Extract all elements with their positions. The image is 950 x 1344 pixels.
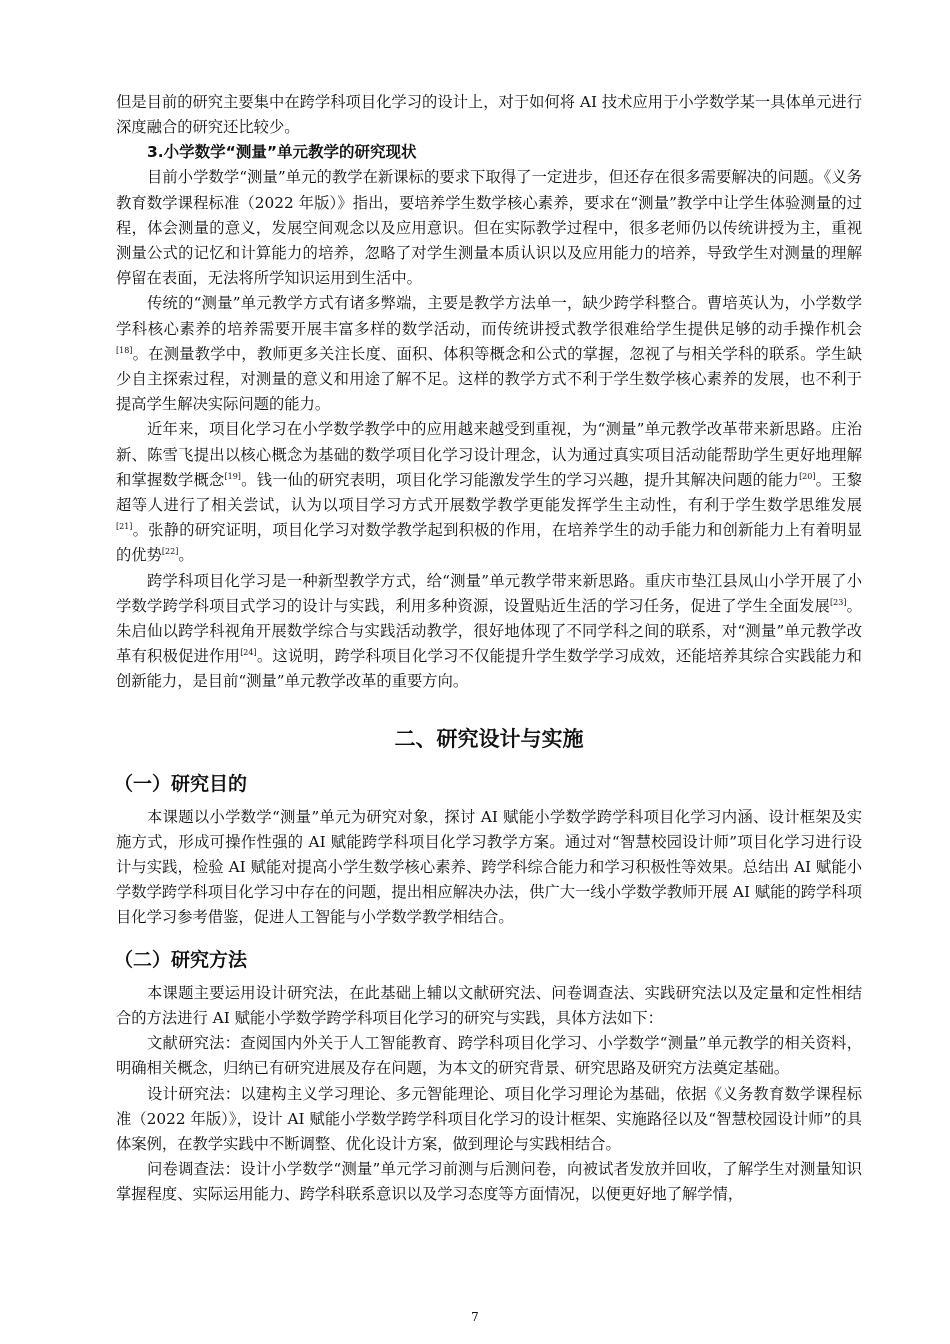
citation-marker: [20] — [799, 471, 816, 481]
paragraph-text: 近年来，项目化学习在小学数学教学中的应用越来越受到重视，为“测量”单元教学改革带来新思路。庄治新、陈雪飞提出以核心概念为基础的数学项目化学习设计理念，认为通过真实项目活动能帮助学生更好地理解和掌握数学概念 — [116, 420, 862, 489]
paragraph-text: 。张静的研究证明，项目化学习对数学教学起到积极的作用，在培养学生的动手能力和创新能力上有着明显的优势 — [116, 521, 862, 565]
paragraph-text: 。这说明，跨学科项目化学习不仅能提升学生数学学习成效，还能培养其综合实践能力和创新能力，是目前“测量”单元教学改革的重要方向。 — [116, 647, 862, 691]
paragraph-text: 。 — [178, 546, 194, 565]
body-paragraph — [116, 981, 862, 1031]
section-heading: （二）研究方法 — [114, 948, 248, 971]
paragraph-text: 目前小学数学“测量”单元的教学在新课标的要求下取得了一定进步，但还存在很多需要解决的问题。《义务教育数学课程标准（2022 年版）》指出，要培养学生数学核心素养，要求在“测量”教学中让学生体验测量的过程，体会测量的意义，发展空间观念以及应用意识。但在实际教学过程中，很多老师仍以传统讲授为主，重视测量公式的记忆和计算能力的培养，忽略了对学生测量本质认识以及应用能力的培养，导致学生对测量的理解停留在表面，无法将所学知识运用到生活中。 — [116, 168, 862, 288]
body-paragraph — [116, 1031, 862, 1081]
paragraph-text: 问卷调查法：设计小学数学“测量”单元学习前测与后测问卷，向被试者发放并回收，了解学生对测量知识掌握程度、实际运用能力、跨学科联系意识以及学习态度等方面情况，以便更好地了解学情， — [116, 1160, 862, 1204]
body-paragraph — [116, 1082, 862, 1158]
body-paragraph — [116, 417, 862, 568]
paragraph-text: 。钱一仙的研究表明，项目化学习能激发学生的学习兴趣，提升其解决问题的能力 — [240, 470, 800, 489]
section-heading: （一）研究目的 — [114, 772, 248, 795]
citation-marker: [21] — [116, 522, 133, 532]
page-content — [116, 90, 862, 1208]
citation-marker: [18] — [116, 345, 133, 355]
citation-marker: [22] — [161, 547, 179, 557]
body-paragraph — [116, 165, 862, 291]
body-paragraph — [116, 90, 862, 140]
body-paragraph — [116, 569, 862, 695]
body-paragraph — [116, 291, 862, 417]
paragraph-text: 本课题主要运用设计研究法，在此基础上辅以文献研究法、问卷调查法、实践研究法以及定量和定性相结合的方法进行 AI 赋能小学数学跨学科项目化学习的研究与实践，具体方法如下： — [116, 983, 862, 1027]
paragraph-text: 。王黎超等人进行了相关尝试，认为以项目学习方式开展数学教学更能发挥学生主动性，有利于学生数学思维发展 — [116, 470, 862, 515]
paragraph-text: 。在测量教学中，教师更多关注长度、面积、体积等概念和公式的掌握，忽视了与相关学科的联系。学生缺少自主探索过程，对测量的意义和用途了解不足。这样的教学方式不利于学生数学核心素养的发展，也不利于提高学生解决实际问题的能力。 — [116, 344, 862, 414]
subsection-heading: 3.小学数学“测量”单元教学的研究现状 — [147, 143, 417, 162]
paragraph-text: 跨学科项目化学习是一种新型教学方式，给“测量”单元教学带来新思路。重庆市垫江县凤山小学开展了小学数学跨学科项目式学习的设计与实践，利用多种资源，设置贴近生活的学习任务，促进了学生全面发展 — [116, 571, 862, 615]
citation-marker: [23] — [830, 597, 847, 607]
paragraph-text: 但是目前的研究主要集中在跨学科项目化学习的设计上，对于如何将 AI 技术应用于小学数学某一具体单元进行深度融合的研究还比较少。 — [116, 93, 862, 137]
body-paragraph — [116, 805, 862, 931]
page-number: 7 — [471, 1310, 479, 1324]
citation-marker: [19] — [224, 471, 241, 481]
paragraph-text: 本课题以小学数学“测量”单元为研究对象，探讨 AI 赋能小学数学跨学科项目化学习内涵、设计框架及实施方式，形成可操作性强的 AI 赋能跨学科项目化学习教学方案。通过对“智慧校园设计师”项目化学习进行设计与实践，检验 AI 赋能对提高小学生数学核心素养、跨学科综合能力和学习积极性等效果。总结出 AI 赋能小学数学跨学科项目化学习中存在的问题，提出相应解决办法，供广大一线小学数学教师开展 AI 赋能的跨学科项目化学习参考借鉴，促进人工智能与小学数学教学相结合。 — [116, 807, 862, 927]
paragraph-text: 设计研究法：以建构主义学习理论、多元智能理论、项目化学习理论为基础，依据《义务教育数学课程标准（2022 年版）》，设计 AI 赋能小学数学跨学科项目化学习的设计框架、实施路径以及“智慧校园设计师”的具体案例，在教学实践中不断调整、优化设计方案，做到理论与实践相结合。 — [116, 1084, 862, 1153]
paragraph-text: 传统的“测量”单元教学方式有诸多弊端，主要是教学方法单一，缺少跨学科整合。曹培英认为，小学数学学科核心素养的培养需要开展丰富多样的数学活动，而传统讲授式教学很难给学生提供足够的动手操作机会 — [116, 294, 862, 338]
paragraph-text: 文献研究法：查阅国内外关于人工智能教育、跨学科项目化学习、小学数学“测量”单元教学的相关资料，明确相关概念，归纳已有研究进展及存在问题，为本文的研究背景、研究思路及研究方法奠定基础。 — [116, 1034, 862, 1078]
body-paragraph — [116, 1157, 862, 1207]
paragraph-text: 。朱启仙以跨学科视角开展数学综合与实践活动教学，很好地体现了不同学科之间的联系，对“测量”单元教学改革有积极促进作用 — [116, 596, 862, 666]
citation-marker: [24] — [240, 648, 257, 658]
chapter-heading: 二、研究设计与实施 — [394, 726, 584, 751]
